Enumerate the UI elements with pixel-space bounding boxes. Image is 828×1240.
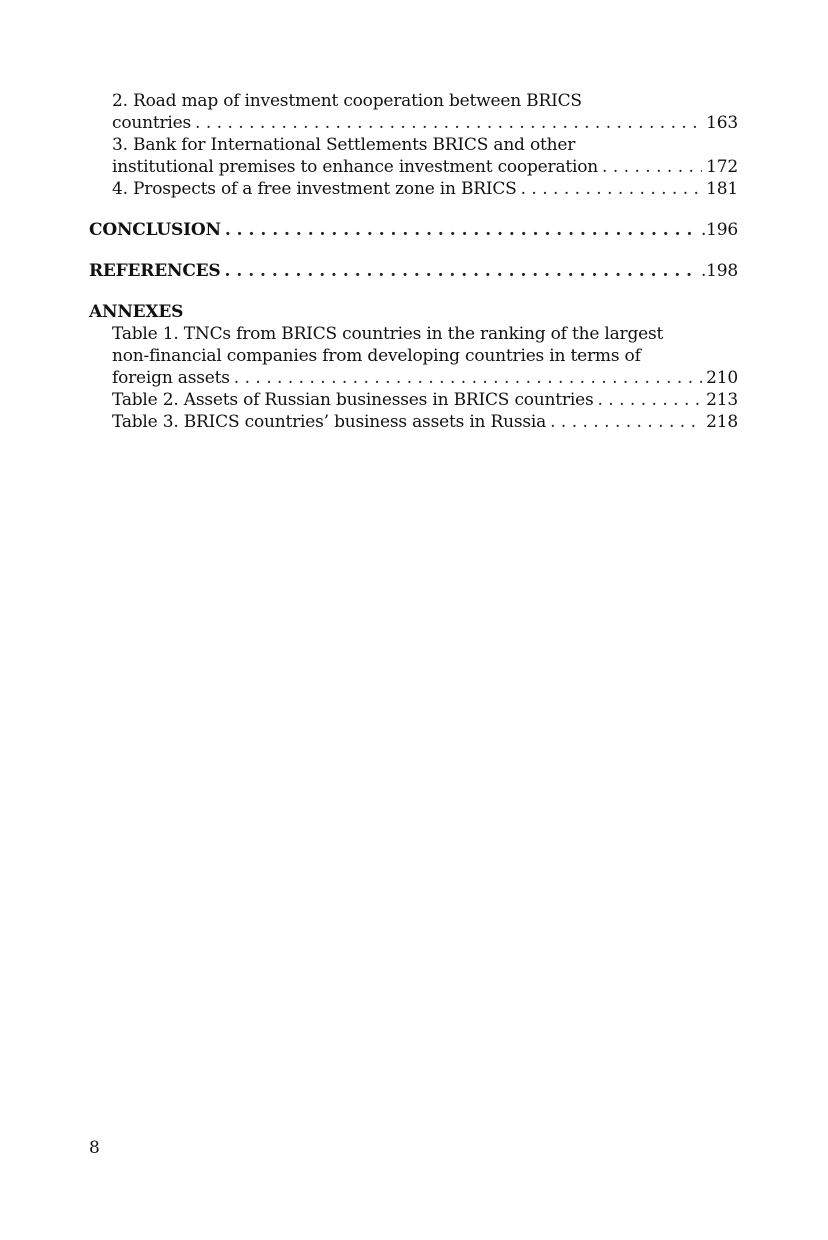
dot-leader bbox=[602, 156, 702, 178]
toc-page-number: 172 bbox=[706, 157, 738, 177]
toc-entry-table-3 bbox=[89, 411, 738, 433]
dot-leader bbox=[234, 367, 702, 389]
toc-entry-references bbox=[89, 260, 738, 282]
toc-entry-conclusion bbox=[89, 219, 738, 241]
toc-entry-line bbox=[112, 178, 738, 200]
toc-section-heading-annexes: ANNEXES bbox=[89, 302, 184, 322]
toc-entry-table-1 bbox=[89, 323, 738, 389]
toc-entry-title-continued: institutional premises to enhance investment cooperation bbox=[112, 157, 599, 177]
toc-page-number: 210 bbox=[706, 368, 738, 388]
toc-page-number: .196 bbox=[700, 220, 738, 240]
toc-section-heading: REFERENCES bbox=[89, 261, 221, 281]
toc-entry-title: Table 2. Assets of Russian businesses in BRICS countries bbox=[112, 390, 594, 410]
spacer bbox=[89, 200, 738, 219]
page-number: 8 bbox=[89, 1138, 100, 1158]
toc-page-number: 213 bbox=[706, 390, 738, 410]
table-of-contents bbox=[89, 90, 738, 433]
toc-entry-line bbox=[112, 112, 738, 134]
toc-entry-title: 2. Road map of investment cooperation between BRICS bbox=[112, 91, 582, 111]
spacer bbox=[89, 282, 738, 301]
toc-entry-table-2 bbox=[89, 389, 738, 411]
toc-section-heading: CONCLUSION bbox=[89, 220, 221, 240]
toc-entry-line bbox=[112, 367, 738, 389]
toc-entry-line bbox=[112, 411, 738, 433]
toc-page-number: 163 bbox=[706, 113, 738, 133]
spacer bbox=[89, 241, 738, 260]
dot-leader bbox=[550, 411, 702, 433]
toc-page-number: 218 bbox=[706, 412, 738, 432]
dot-leader bbox=[225, 219, 697, 241]
toc-entry-line bbox=[112, 156, 738, 178]
dot-leader bbox=[195, 112, 702, 134]
toc-page-number: .198 bbox=[700, 261, 738, 281]
toc-entry-title: Table 1. TNCs from BRICS countries in the ranking of the largest bbox=[112, 324, 664, 344]
toc-entry-road-map bbox=[89, 90, 738, 134]
toc-entry-free-investment-zone bbox=[89, 178, 738, 200]
toc-entry-title: Table 3. BRICS countries’ business assets in Russia bbox=[112, 412, 547, 432]
toc-entry-title: 3. Bank for International Settlements BRICS and other bbox=[112, 135, 576, 155]
dot-leader bbox=[225, 260, 697, 282]
toc-entry-bank-settlements bbox=[89, 134, 738, 178]
toc-entry-title-continued: countries bbox=[112, 113, 192, 133]
toc-page-number: 181 bbox=[706, 179, 738, 199]
toc-entry-title-continued: foreign assets bbox=[112, 368, 230, 388]
toc-entry-line bbox=[112, 389, 738, 411]
dot-leader bbox=[598, 389, 703, 411]
dot-leader bbox=[521, 178, 703, 200]
toc-entry-title-continued: non-financial companies from developing countries in terms of bbox=[112, 346, 641, 366]
toc-entry-title: 4. Prospects of a free investment zone in BRICS bbox=[112, 179, 517, 199]
